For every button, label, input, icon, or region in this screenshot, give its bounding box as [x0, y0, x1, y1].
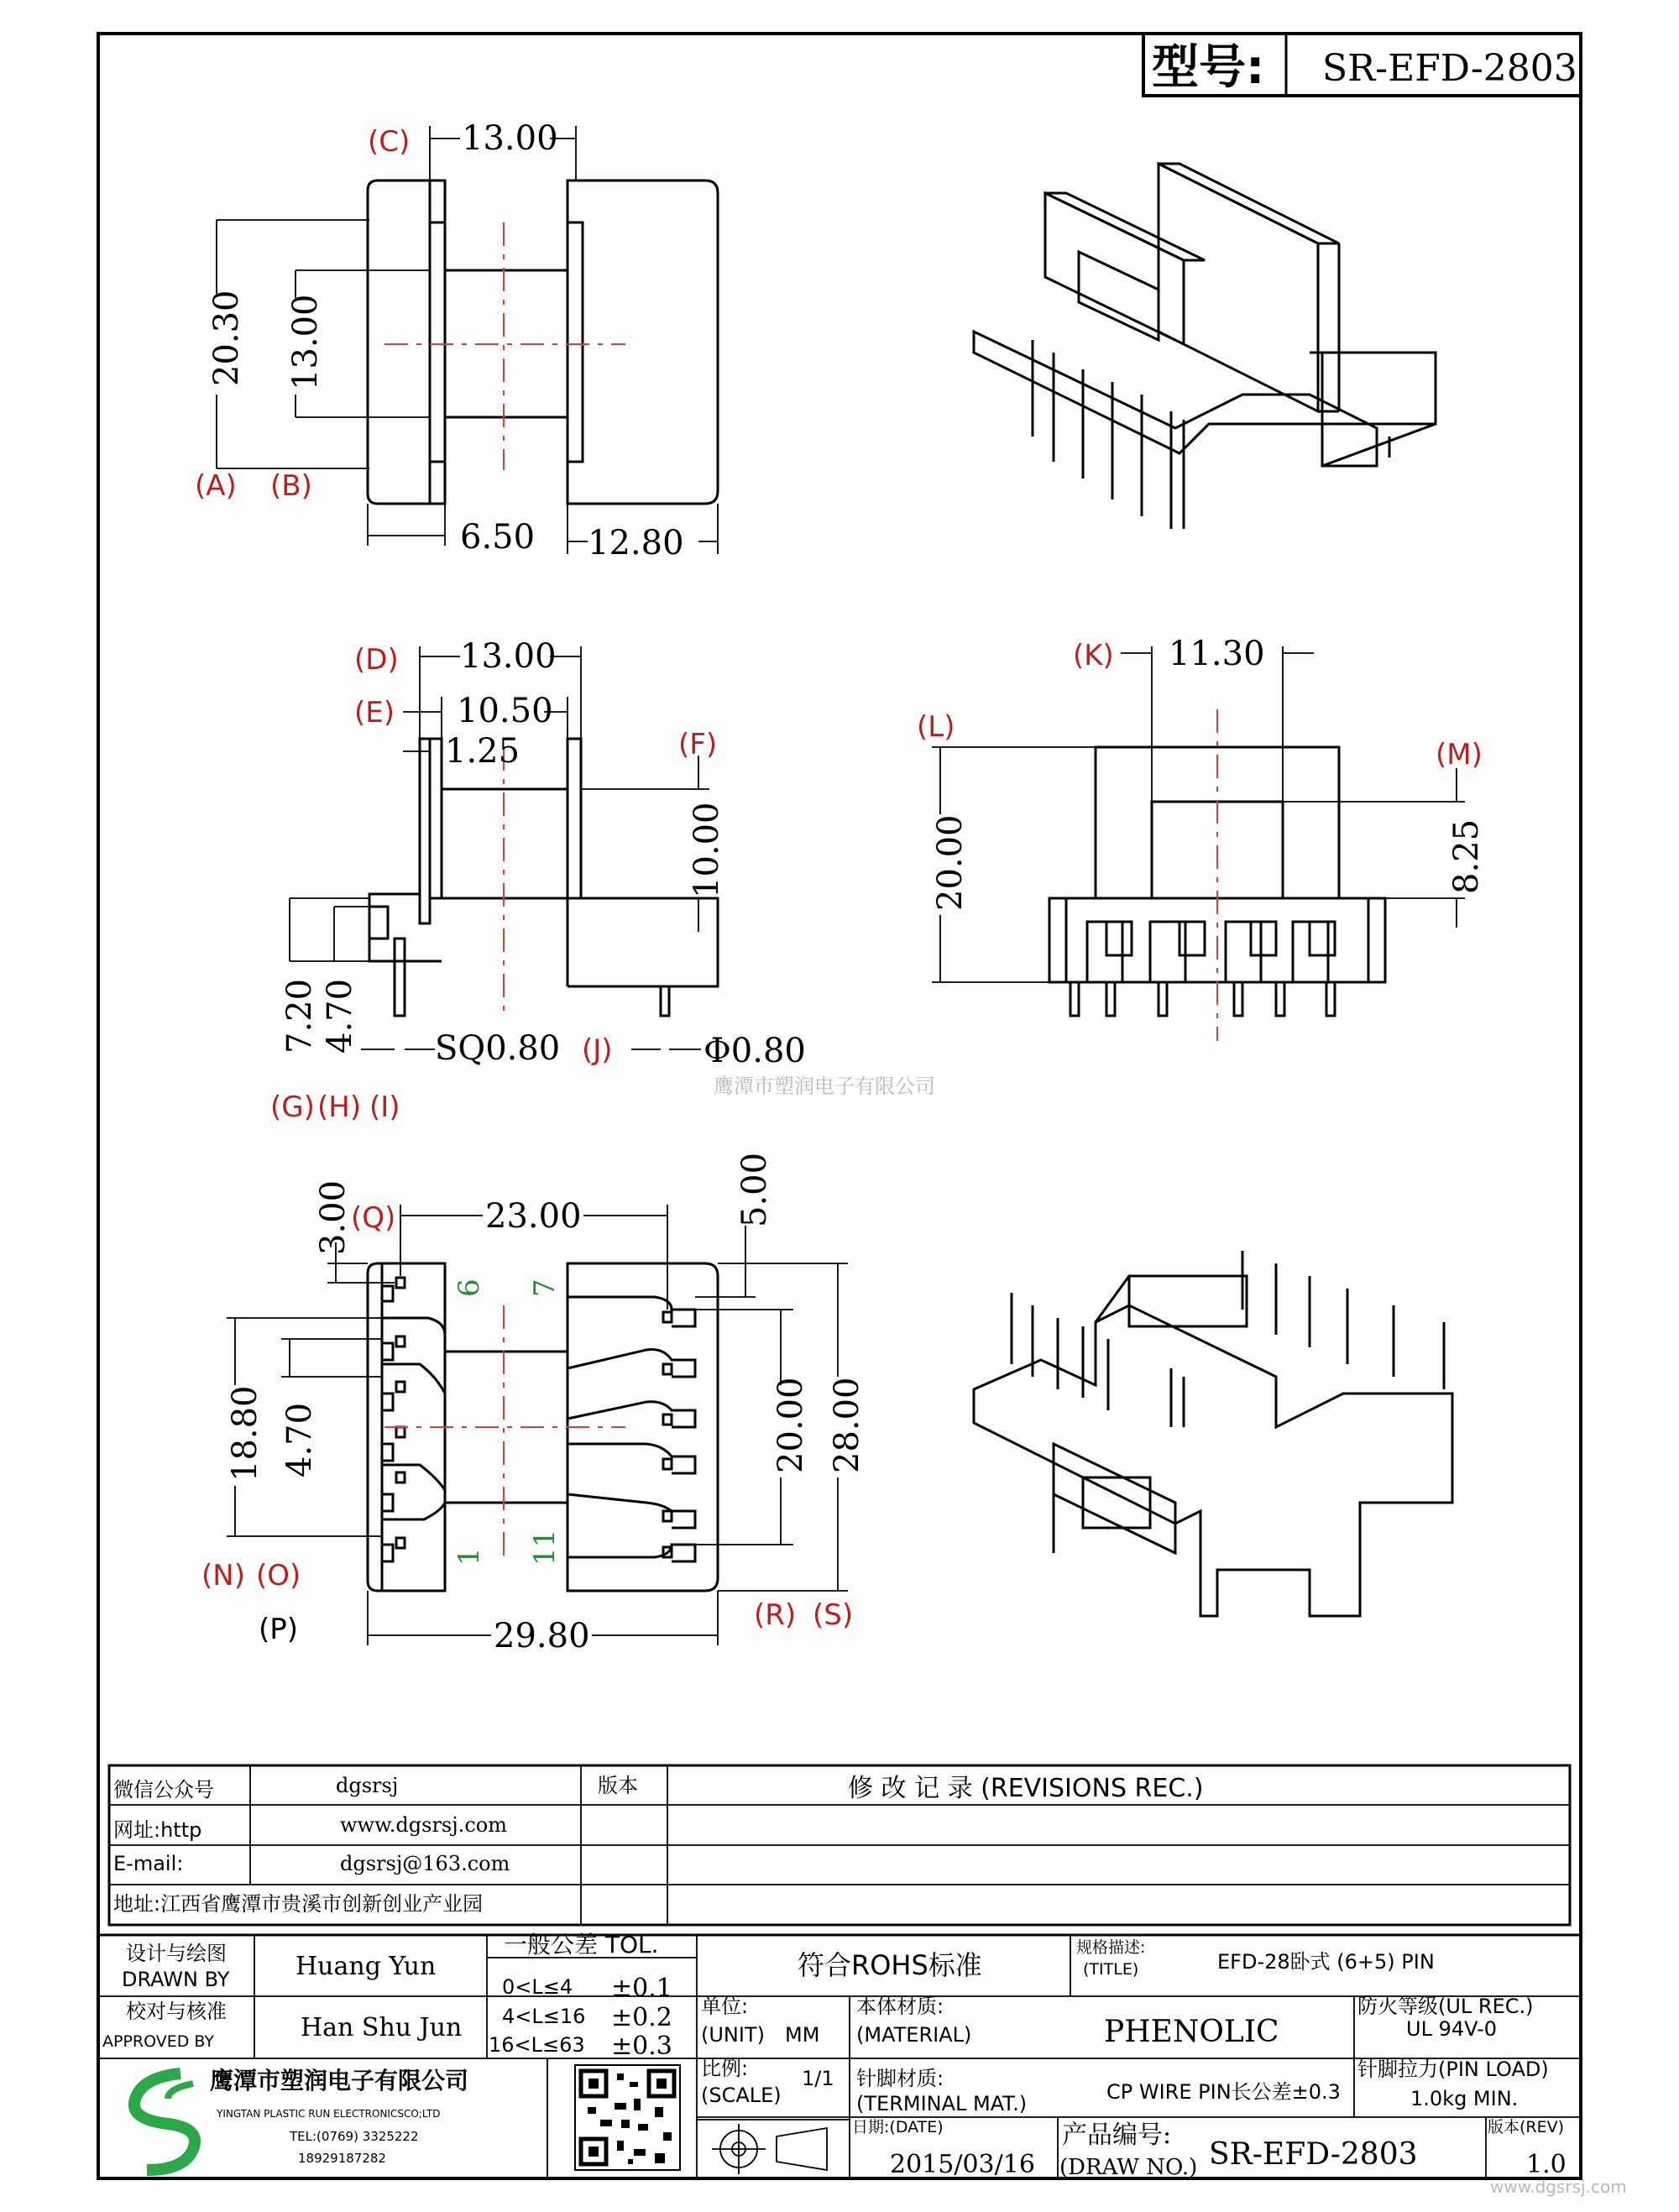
dim-height-outer: 20.30: [207, 290, 246, 386]
ref-d: (D): [354, 643, 399, 677]
ref-i: (I): [369, 1090, 400, 1124]
view-front: [270, 637, 806, 1124]
fire-cn: 防火等级(UL REC.): [1357, 1995, 1534, 2018]
dim-width-left: 6.50: [460, 518, 536, 557]
rev-cn: 版本(REV): [1488, 2118, 1565, 2136]
address: 地址:江西省鹰潭市贵溪市创新创业产业园: [113, 1892, 484, 1916]
drawno-value: SR-EFD-2803: [1209, 2137, 1418, 2172]
drawn-by-value: Huang Yun: [296, 1952, 437, 1981]
drawn-by-en: DRAWN BY: [122, 1968, 230, 1991]
ref-q: (Q): [351, 1201, 396, 1235]
rev-value: 1.0: [1526, 2150, 1567, 2179]
ref-a: (A): [195, 469, 237, 503]
tol-range-3: 16<L≤63: [489, 2033, 585, 2057]
pin-label-6: 6: [452, 1279, 486, 1297]
unit-cn: 单位:: [701, 1995, 749, 2018]
dim-l: 20.00: [931, 814, 970, 911]
fire-value: UL 94V-0: [1406, 2017, 1498, 2041]
ref-p: (P): [259, 1613, 299, 1646]
email-value: dgsrsj@163.com: [340, 1852, 510, 1875]
ref-c: (C): [368, 125, 411, 159]
dim-pitch: 4.70: [280, 1402, 319, 1477]
dim-dia: Φ0.80: [704, 1032, 806, 1070]
dim-width: 29.80: [494, 1617, 590, 1655]
company-en: YINGTAN PLASTIC RUN ELECTRONICSCO;LTD: [217, 2108, 441, 2120]
rev-column: 版本: [598, 1774, 638, 1797]
iso-view-bottom: [974, 1251, 1452, 1616]
ref-m: (M): [1436, 738, 1483, 771]
dim-span: 23.00: [485, 1197, 582, 1236]
dim-width-right: 12.80: [588, 524, 684, 562]
tol-value-1: ±0.1: [611, 1974, 672, 2003]
dim-m: 8.25: [1447, 818, 1486, 894]
ref-n: (N): [201, 1559, 245, 1592]
title-value: EFD-28卧式 (6+5) PIN: [1217, 1950, 1435, 1974]
dim-d: 13.00: [460, 637, 557, 676]
terminal-value: CP WIRE PIN长公差±0.3: [1106, 2080, 1341, 2104]
ref-r: (R): [754, 1598, 797, 1632]
ref-f: (F): [678, 728, 718, 761]
model-label: 型号:: [1152, 40, 1265, 95]
view-top: [195, 119, 718, 562]
scale-en: (SCALE): [701, 2084, 782, 2107]
ref-g: (G): [270, 1090, 315, 1124]
pinload-value: 1.0kg MIN.: [1410, 2087, 1519, 2110]
tol-value-3: ±0.3: [611, 2032, 672, 2061]
dim-f: 10.00: [688, 802, 726, 898]
drawno-cn: 产品编号:: [1062, 2120, 1172, 2150]
revisions-title: 修 改 记 录 (REVISIONS REC.): [848, 1774, 1204, 1803]
dim-inner: 20.00: [772, 1377, 810, 1473]
dim-pitch-total: 18.80: [226, 1385, 264, 1482]
material-value: PHENOLIC: [1104, 2015, 1279, 2049]
wechat-label: 微信公众号: [113, 1778, 214, 1801]
dim-sq: SQ0.80: [435, 1029, 561, 1068]
approved-by-value: Han Shu Jun: [301, 2013, 463, 2042]
approved-by-cn: 校对与核准: [126, 2000, 227, 2023]
model-value: SR-EFD-2803: [1322, 47, 1577, 90]
approved-by-en: APPROVED BY: [102, 2032, 215, 2051]
iso-view-top: [974, 164, 1436, 529]
ref-b: (B): [270, 469, 312, 503]
company-cn: 鹰潭市塑润电子有限公司: [210, 2067, 469, 2094]
dim-c: 13.00: [462, 119, 558, 158]
pin-label-7: 7: [528, 1279, 562, 1297]
scale-value: 1/1: [802, 2067, 834, 2090]
watermark: 鹰潭市塑润电子有限公司: [714, 1075, 935, 1098]
model-header: [1143, 34, 1581, 96]
terminal-en: (TERMINAL MAT.): [856, 2092, 1028, 2115]
terminal-cn: 针脚材质:: [856, 2067, 944, 2090]
tolerance-title: 一般公差 TOL.: [504, 1931, 659, 1958]
material-en: (MATERIAL): [856, 2023, 972, 2047]
ref-o: (O): [256, 1559, 301, 1592]
dim-q-offset: 3.00: [314, 1179, 353, 1255]
dim-outer: 28.00: [828, 1377, 866, 1473]
email-label: E-mail:: [113, 1852, 184, 1875]
ref-s: (S): [813, 1598, 854, 1632]
dim-h: 4.70: [321, 978, 359, 1054]
view-bottom: [201, 1153, 866, 1655]
drawn-by-cn: 设计与绘图: [126, 1942, 227, 1965]
unit-value: MM: [785, 2023, 820, 2047]
tol-range-1: 0<L≤4: [502, 1975, 573, 1999]
company-mobile: 18929187282: [298, 2151, 386, 2166]
ref-h: (H): [317, 1090, 362, 1124]
pin-label-11: 11: [528, 1529, 562, 1566]
dim-height-inner: 13.00: [286, 294, 325, 390]
rohs: 符合ROHS标准: [798, 1949, 982, 1981]
dim-r-offset: 5.00: [735, 1152, 774, 1227]
unit-en: (UNIT): [701, 2023, 765, 2047]
title-cn: 规格描述:: [1076, 1938, 1146, 1957]
tol-value-2: ±0.2: [611, 2003, 672, 2032]
wechat-value: dgsrsj: [336, 1774, 399, 1797]
drawno-en: (DRAW NO.): [1059, 2155, 1198, 2180]
ref-e: (E): [354, 696, 395, 729]
ref-j: (J): [582, 1033, 613, 1067]
date-value: 2015/03/16: [890, 2150, 1035, 2179]
dim-k: 11.30: [1169, 635, 1265, 673]
qr-code-icon: [575, 2065, 680, 2170]
info-table: [109, 1765, 1570, 1925]
footer-site: www.dgsrsj.com: [1490, 2177, 1627, 2197]
web-value: www.dgsrsj.com: [340, 1813, 507, 1837]
tol-range-2: 4<L≤16: [502, 2005, 586, 2028]
material-cn: 本体材质:: [856, 1995, 944, 2018]
dim-g: 7.20: [280, 978, 319, 1054]
pin-label-1: 1: [452, 1547, 486, 1566]
company-tel: TEL:(0769) 3325222: [290, 2129, 419, 2144]
ref-k: (K): [1073, 639, 1114, 672]
title-block: [98, 1931, 1627, 2197]
web-label: 网址:http: [113, 1818, 202, 1842]
scale-cn: 比例:: [701, 2057, 749, 2080]
ref-l: (L): [917, 710, 955, 744]
title-en: (TITLE): [1083, 1960, 1139, 1979]
view-side: [917, 635, 1486, 1041]
company-logo-icon: [134, 2073, 195, 2170]
pinload-cn: 针脚拉力(PIN LOAD): [1357, 2058, 1549, 2081]
dim-e: 10.50: [457, 692, 553, 730]
date-cn: 日期:(DATE): [852, 2118, 944, 2136]
projection-symbol-icon: [712, 2124, 827, 2174]
dim-wall: 1.25: [445, 732, 520, 771]
